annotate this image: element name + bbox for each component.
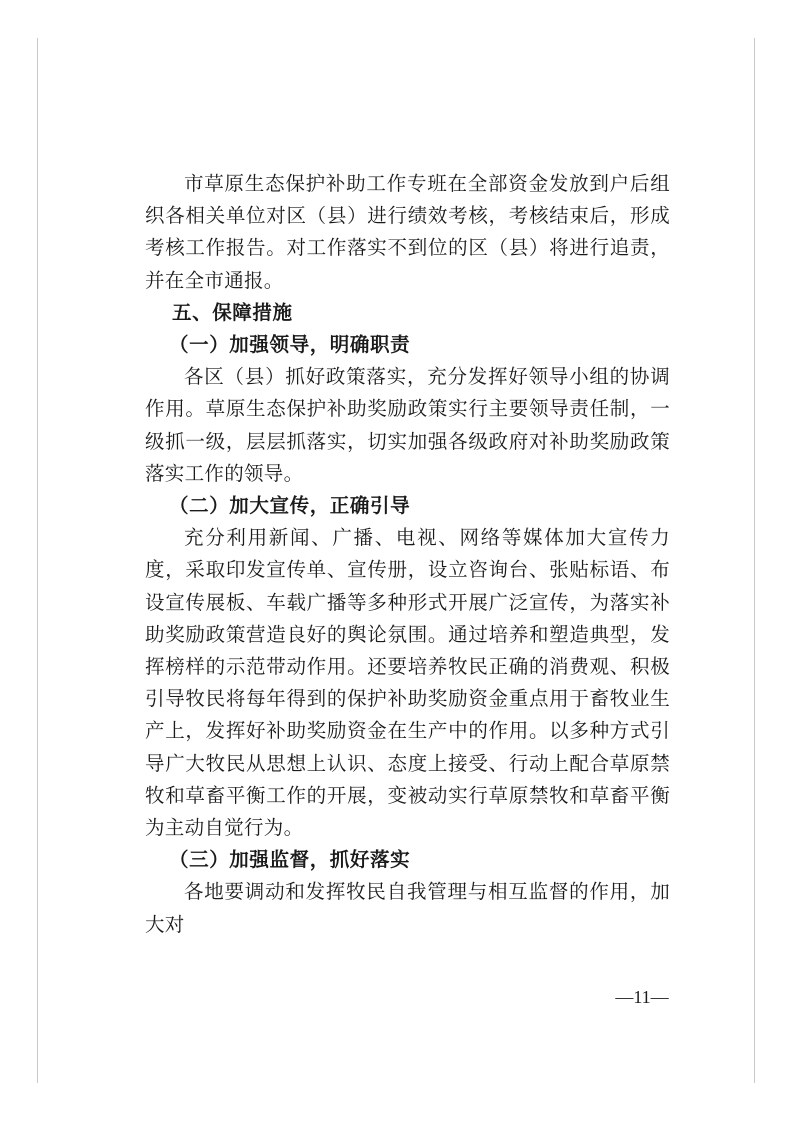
document-body (145, 168, 670, 941)
paragraph-assessment: 市草原生态保护补助工作专班在全部资金发放到户后组织各相关单位对区（县）进行绩效考核，考核结束后，形成考核工作报告。对工作落实不到位的区（县）将进行追责，并在全市通报。 (145, 172, 670, 292)
section-heading-safeguards: 五、保障措施 (172, 300, 293, 324)
page-right-border-line (754, 38, 755, 1083)
paragraph-supervision: 各地要调动和发挥牧民自我管理与相互监督的作用，加大对 (145, 880, 670, 936)
subheading-supervision: （三）加强监督，抓好落实 (169, 848, 411, 872)
paragraph-publicity: 充分利用新闻、广播、电视、网络等媒体加大宣传力度，采取印发宣传单、宣传册，设立咨询台、张贴标语、布设宣传展板、车载广播等多种形式开展广泛宣传，为落实补助奖励政策营造良好的舆论氛围。通过培养和塑造典型，发挥榜样的示范带动作用。还要培养牧民正确的消费观、积极引导牧民将每年得到的保护补助奖励资金重点用于畜牧业生产上，发挥好补助奖励资金在生产中的作用。以多种方式引导广大牧民从思想上认识、态度上接受、行动上配合草原禁牧和草畜平衡工作的开展，变被动实行草原禁牧和草畜平衡为主动自觉行为。 (145, 526, 670, 840)
paragraph-leadership: 各区（县）抓好政策落实，充分发挥好领导小组的协调作用。草原生态保护补助奖励政策实行主要领导责任制，一级抓一级，层层抓落实，切实加强各级政府对补助奖励政策落实工作的领导。 (145, 365, 670, 485)
subheading-leadership: （一）加强领导，明确职责 (169, 333, 411, 357)
page-left-border-line (37, 38, 38, 1083)
subheading-publicity: （二）加大宣传，正确引导 (169, 494, 411, 518)
page-number: —11— (615, 987, 669, 1007)
